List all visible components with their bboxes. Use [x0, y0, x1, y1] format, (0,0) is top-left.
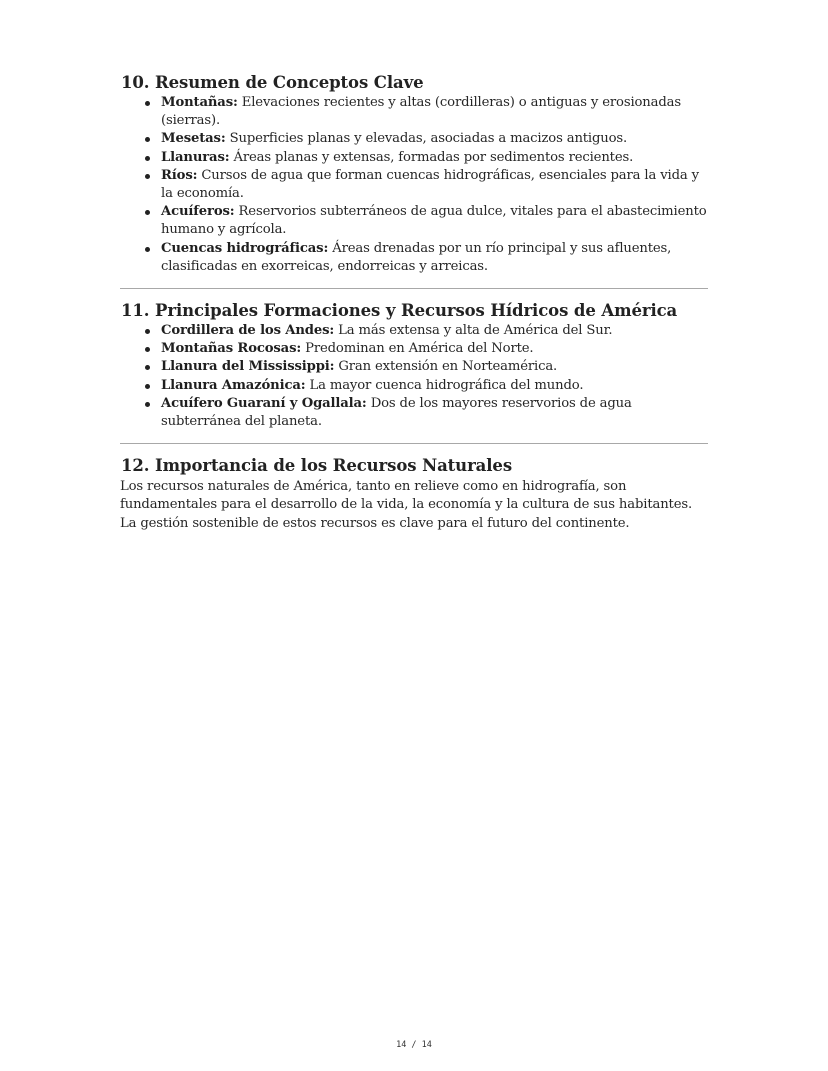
- item-term: Montañas Rocosas:: [161, 341, 302, 357]
- list-item: [161, 149, 708, 167]
- section-importancia-recursos: [120, 455, 708, 533]
- item-text: La mayor cuenca hidrográfica del mundo.: [309, 377, 584, 393]
- list-item: [161, 167, 708, 203]
- item-text: Gran extensión en Norteamérica.: [338, 359, 558, 375]
- item-term: Cuencas hidrográficas:: [161, 240, 329, 256]
- list-item: [161, 240, 708, 276]
- item-term: Ríos:: [161, 167, 198, 183]
- section-resumen-conceptos: [120, 72, 708, 276]
- item-term: Acuífero Guaraní y Ogallala:: [161, 395, 367, 411]
- item-text: Predominan en América del Norte.: [305, 341, 534, 357]
- section-title: 11. Principales Formaciones y Recursos Hídricos de América: [121, 301, 678, 321]
- item-term: Mesetas:: [161, 131, 226, 147]
- item-text: La más extensa y alta de América del Sur.: [338, 323, 613, 339]
- formations-list: [120, 322, 708, 431]
- list-item: [161, 340, 708, 358]
- page-number: 14 / 14: [396, 1040, 432, 1050]
- list-item: [161, 203, 708, 239]
- section-title: 12. Importancia de los Recursos Naturales: [121, 456, 513, 476]
- document-content: [120, 72, 708, 533]
- item-text: Reservorios subterráneos de agua dulce, vitales para el abastecimiento humano y agrícola.: [161, 204, 707, 238]
- item-text: Elevaciones recientes y altas (cordilleras) o antiguas y erosionadas (sierras).: [161, 95, 681, 129]
- item-text: Áreas drenadas por un río principal y sus afluentes, clasificadas en exorreicas, endorreicas y arreicas.: [161, 240, 672, 274]
- section-divider: [120, 288, 708, 289]
- list-item: [161, 322, 708, 340]
- section-formaciones-recursos: [120, 300, 708, 431]
- item-text: Superficies planas y elevadas, asociadas a macizos antiguos.: [229, 131, 628, 147]
- section-paragraph: Los recursos naturales de América, tanto en relieve como en hidrografía, son fundamentales para el desarrollo de la vida, la economía y la cultura de sus habitantes. La gestión sostenible de estos recursos es clave para el futuro del continente.: [120, 479, 693, 531]
- item-term: Cordillera de los Andes:: [161, 323, 335, 339]
- list-item: [161, 395, 708, 431]
- list-item: [161, 130, 708, 148]
- item-term: Llanura del Mississippi:: [161, 359, 335, 375]
- item-text: Cursos de agua que forman cuencas hidrográficas, esenciales para la vida y la economía.: [161, 167, 699, 202]
- concept-list: [120, 94, 708, 276]
- section-title: 10. Resumen de Conceptos Clave: [121, 73, 424, 92]
- item-term: Llanura Amazónica:: [161, 377, 306, 393]
- list-item: [161, 358, 708, 376]
- item-text: Dos de los mayores reservorios de agua subterránea del planeta.: [161, 395, 632, 430]
- list-item: [161, 94, 708, 130]
- list-item: [161, 377, 708, 395]
- item-text: Áreas planas y extensas, formadas por sedimentos recientes.: [233, 149, 634, 165]
- item-term: Montañas:: [161, 95, 238, 110]
- item-term: Llanuras:: [161, 149, 230, 165]
- item-term: Acuíferos:: [161, 204, 235, 220]
- section-divider: [120, 443, 708, 444]
